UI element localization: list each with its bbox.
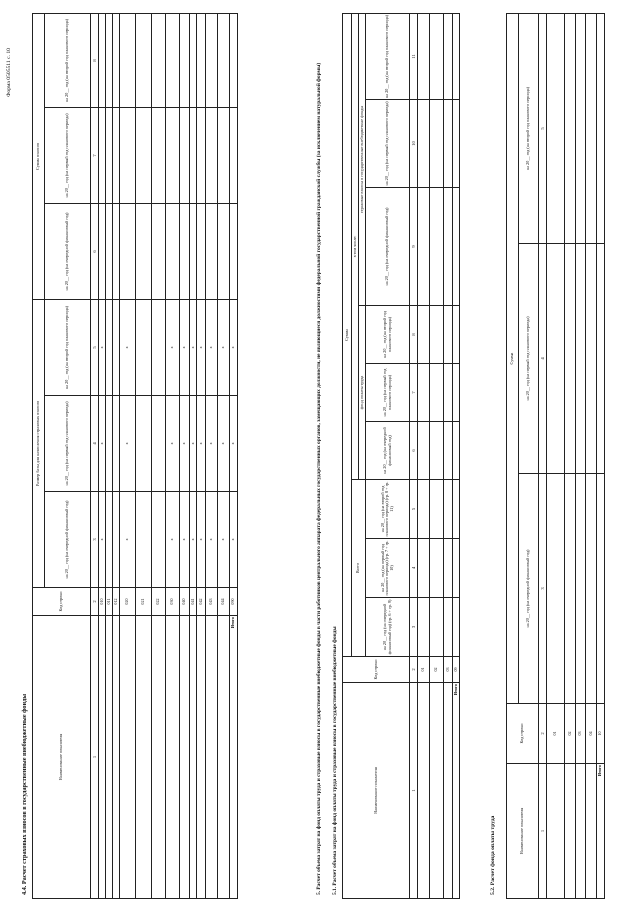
cell: x — [206, 396, 218, 492]
cell — [180, 203, 190, 299]
row-label — [565, 764, 576, 899]
cell — [113, 492, 120, 588]
cell — [218, 107, 230, 203]
row-code: 02 — [565, 704, 576, 764]
cell — [444, 306, 453, 364]
cell — [136, 299, 152, 395]
row-code: 01 — [418, 657, 430, 683]
col-index: 8 — [91, 13, 99, 107]
cell — [430, 539, 444, 598]
cell: x — [190, 396, 197, 492]
table-row — [206, 13, 218, 898]
cell — [197, 13, 206, 107]
cell: x — [206, 492, 218, 588]
cell — [547, 244, 565, 474]
cell — [99, 13, 106, 107]
col-index: 5 — [539, 14, 547, 244]
row-label — [152, 616, 166, 899]
cell — [152, 396, 166, 492]
col-header-year0: на 20__ год (на очередной финансовый год) — [366, 422, 410, 480]
cell — [106, 299, 113, 395]
cell — [444, 100, 453, 188]
table-row — [99, 13, 106, 898]
col-header-code: Код строки — [343, 657, 410, 683]
table-row — [418, 13, 430, 898]
cell — [418, 422, 430, 480]
col-header-year1: на 20__ год (на первый год планового периода) — [45, 107, 91, 203]
cell — [230, 203, 238, 299]
cell — [576, 474, 586, 704]
table-row — [106, 13, 113, 898]
cell — [576, 14, 586, 244]
table-row — [136, 13, 152, 898]
col-header-code: Код строки — [507, 704, 539, 764]
cell — [136, 13, 152, 107]
cell: x — [120, 396, 136, 492]
cell — [106, 13, 113, 107]
cell — [152, 492, 166, 588]
cell: x — [180, 492, 190, 588]
cell — [418, 598, 430, 657]
cell — [113, 107, 120, 203]
table-row — [120, 13, 136, 898]
form-id: Форма 0505511 с. 10 — [6, 48, 12, 97]
table-row — [218, 13, 230, 898]
col-header-year1-total: на 20__ год (на первый год планового периода) (гр. 7 + гр. 10) — [366, 539, 410, 598]
col-header-year1: на 20__ год (на первый год планового периода) — [45, 396, 91, 492]
cell — [120, 203, 136, 299]
col-index: 5 — [91, 299, 99, 395]
cell — [120, 107, 136, 203]
row-label — [418, 683, 430, 899]
cell — [430, 598, 444, 657]
cell: x — [218, 492, 230, 588]
cell — [197, 107, 206, 203]
cell — [218, 13, 230, 107]
cell — [565, 14, 576, 244]
cell: x — [230, 492, 238, 588]
col-header-year2: на 20__ год (на второй год планового периода) — [519, 14, 539, 244]
cell: x — [166, 396, 180, 492]
row-label — [190, 616, 197, 899]
cell: x — [206, 299, 218, 395]
cell — [136, 203, 152, 299]
cell — [113, 13, 120, 107]
cell — [99, 107, 106, 203]
row-label — [180, 616, 190, 899]
col-index: 6 — [410, 422, 418, 480]
row-label — [430, 683, 444, 899]
col-index: 11 — [410, 13, 418, 99]
col-group-fot: фонд оплаты труда — [359, 306, 366, 480]
cell — [166, 203, 180, 299]
cell — [106, 203, 113, 299]
col-index: 10 — [410, 100, 418, 188]
col-index: 1 — [410, 683, 418, 899]
col-index: 3 — [91, 492, 99, 588]
col-header-year2: на 20__ год (на второй год планового периода) — [366, 13, 410, 99]
col-index: 3 — [410, 598, 418, 657]
cell — [547, 14, 565, 244]
cell — [418, 364, 430, 422]
cell — [106, 107, 113, 203]
total-row — [453, 13, 460, 898]
col-index: 8 — [410, 306, 418, 364]
col-index: 4 — [539, 244, 547, 474]
cell: x — [190, 299, 197, 395]
col-header-year2-total: на 20__ год (на второй год планового периода) (гр. 8 + гр. 11) — [366, 480, 410, 539]
cell: x — [99, 396, 106, 492]
row-code: 03 — [444, 657, 453, 683]
col-header-year0: на 20__ год (на очередной финансовый год) — [45, 203, 91, 299]
row-code: 02 — [430, 657, 444, 683]
row-code: 030 — [166, 588, 180, 616]
col-header-year1: на 20__ год (на первый год планового периода) — [366, 364, 410, 422]
cell — [206, 13, 218, 107]
column-index-row — [410, 13, 418, 898]
row-code: 022 — [152, 588, 166, 616]
cell — [430, 364, 444, 422]
cell: x — [230, 299, 238, 395]
cell: x — [99, 299, 106, 395]
col-header-code: Код строки — [33, 588, 91, 616]
col-header-year0: на 20__ год (на очередной финансовый год) — [366, 188, 410, 306]
cell — [444, 422, 453, 480]
col-index: 1 — [91, 616, 99, 899]
section-subheading-5-1: 5.1. Расчет объема затрат на фонд оплаты труда и страховые взносы в государственные внебюджетные фонды — [332, 626, 338, 895]
cell: x — [230, 396, 238, 492]
row-label — [586, 764, 597, 899]
col-index: 2 — [410, 657, 418, 683]
row-label — [106, 616, 113, 899]
col-header-name: Наименование показателя — [507, 764, 539, 899]
cell — [206, 107, 218, 203]
cell — [430, 306, 444, 364]
col-header-year2: на 20__ год (на второй год планового периода) — [45, 299, 91, 395]
row-code: 021 — [136, 588, 152, 616]
col-header-year0: на 20__ год (на очередной финансовый год) — [519, 474, 539, 704]
cell — [152, 107, 166, 203]
cell: x — [120, 492, 136, 588]
cell — [444, 539, 453, 598]
cell — [444, 13, 453, 99]
row-code: 041 — [190, 588, 197, 616]
col-header-year2: на 20__ год (на второй год планового периода) — [45, 13, 91, 107]
col-index: 6 — [91, 203, 99, 299]
cell — [418, 13, 430, 99]
column-index-row — [91, 13, 99, 898]
cell — [430, 480, 444, 539]
cell — [113, 396, 120, 492]
cell: x — [166, 299, 180, 395]
total-label: Итого — [453, 683, 460, 899]
section-heading-5: 5. Расчет объема затрат на фонд оплаты труда и страховые взносы в государственные внебюджетные фонды в части работников центрального аппарата федеральных государственных органов, замещающих должности, не являющиеся должностями федеральной государственной гражданской службы (за исключением натуральной формы) — [316, 62, 322, 895]
cell — [190, 107, 197, 203]
row-label — [166, 616, 180, 899]
cell — [152, 203, 166, 299]
row-code: 04 — [586, 704, 597, 764]
total-row — [230, 13, 238, 898]
row-code: 044 — [218, 588, 230, 616]
cell — [430, 13, 444, 99]
table-row — [152, 13, 166, 898]
cell: x — [166, 492, 180, 588]
col-index: 2 — [91, 588, 99, 616]
row-code: 03 — [576, 704, 586, 764]
cell — [218, 203, 230, 299]
cell — [230, 13, 238, 107]
row-code: 042 — [197, 588, 206, 616]
cell: x — [180, 299, 190, 395]
row-code: 09 — [453, 657, 460, 683]
table-row — [180, 13, 190, 898]
col-index: 3 — [539, 474, 547, 704]
col-header-year2: на 20__ год (на второй год планового периода) — [366, 306, 410, 364]
total-label: Итого — [597, 764, 605, 899]
cell: x — [218, 299, 230, 395]
cell — [444, 364, 453, 422]
col-index: 9 — [410, 188, 418, 306]
table-row — [547, 14, 565, 899]
row-code: 012 — [113, 588, 120, 616]
cell: x — [120, 299, 136, 395]
col-group-contrib: Сумма взносов — [33, 13, 45, 299]
cell — [444, 188, 453, 306]
col-group-sum: Сумма — [507, 14, 519, 704]
cell — [152, 299, 166, 395]
cell — [586, 14, 597, 244]
table-row — [565, 14, 576, 899]
cell — [430, 422, 444, 480]
row-label — [120, 616, 136, 899]
table-row — [576, 14, 586, 899]
cell — [120, 13, 136, 107]
cell — [190, 13, 197, 107]
col-header-name: Наименование показателя — [33, 616, 91, 899]
cell — [106, 492, 113, 588]
cell: x — [197, 396, 206, 492]
row-code: 01 — [547, 704, 565, 764]
table-5-1 — [342, 13, 460, 899]
col-index: 4 — [410, 539, 418, 598]
total-row — [597, 14, 605, 899]
cell: x — [99, 492, 106, 588]
cell — [152, 13, 166, 107]
table-row — [586, 14, 597, 899]
col-index: 7 — [91, 107, 99, 203]
col-index: 4 — [91, 396, 99, 492]
cell — [418, 188, 430, 306]
cell — [586, 474, 597, 704]
cell — [444, 598, 453, 657]
table-row — [444, 13, 453, 898]
col-group-total: Всего — [352, 480, 366, 657]
row-code: 011 — [106, 588, 113, 616]
cell — [547, 474, 565, 704]
col-header-year1: на 20__ год (на первый год планового периода) — [519, 244, 539, 474]
cell — [418, 539, 430, 598]
table-row — [197, 13, 206, 898]
cell — [180, 107, 190, 203]
table-4-4 — [32, 13, 238, 899]
col-group-incl: в том числе: — [352, 13, 359, 479]
column-index-row — [539, 14, 547, 899]
row-label — [206, 616, 218, 899]
cell: x — [190, 492, 197, 588]
cell — [206, 203, 218, 299]
cell — [418, 306, 430, 364]
cell — [586, 244, 597, 474]
row-label — [136, 616, 152, 899]
col-header-name: Наименование показателя — [343, 683, 410, 899]
total-label: Итого — [230, 616, 238, 899]
section-title-4-4: 4.4. Расчет страховых взносов в государственные внебюджетные фонды — [21, 693, 28, 895]
cell — [576, 244, 586, 474]
cell — [180, 13, 190, 107]
cell: x — [197, 299, 206, 395]
cell — [166, 13, 180, 107]
cell — [418, 100, 430, 188]
col-group-sum: Сумма — [343, 13, 352, 656]
row-code: 043 — [206, 588, 218, 616]
cell — [430, 188, 444, 306]
col-index: 1 — [539, 764, 547, 899]
cell — [113, 299, 120, 395]
row-code: 040 — [180, 588, 190, 616]
row-label — [218, 616, 230, 899]
cell — [136, 107, 152, 203]
cell — [99, 203, 106, 299]
table-row — [430, 13, 444, 898]
cell — [136, 396, 152, 492]
cell — [430, 100, 444, 188]
cell — [190, 203, 197, 299]
table-row — [166, 13, 180, 898]
row-code: 090 — [230, 588, 238, 616]
col-index: 5 — [410, 480, 418, 539]
col-header-year0: на 20__ год (на очередной финансовый год) — [45, 492, 91, 588]
cell — [197, 203, 206, 299]
table-row — [113, 13, 120, 898]
row-label — [576, 764, 586, 899]
col-group-ins: страховые взносы в государственные внебюджетные фонды — [359, 13, 366, 305]
row-code: 10 — [597, 704, 605, 764]
cell — [230, 107, 238, 203]
cell — [418, 480, 430, 539]
cell — [166, 107, 180, 203]
col-header-year1: на 20__ год (на первый год планового периода) — [366, 100, 410, 188]
section-title-5-2: 5.2. Расчет фонда оплаты труда — [490, 815, 496, 895]
cell — [106, 396, 113, 492]
cell — [565, 244, 576, 474]
col-index: 2 — [539, 704, 547, 764]
row-code: 020 — [120, 588, 136, 616]
cell: x — [218, 396, 230, 492]
table-row — [190, 13, 197, 898]
table-5-2 — [506, 13, 605, 899]
cell — [444, 480, 453, 539]
col-header-year0-total: на 20__ год (на очередной финансовый год) (гр. 6 + гр. 9) — [366, 598, 410, 657]
row-label — [113, 616, 120, 899]
cell: x — [197, 492, 206, 588]
cell — [136, 492, 152, 588]
cell — [113, 203, 120, 299]
row-label — [444, 683, 453, 899]
row-label — [547, 764, 565, 899]
cell — [565, 474, 576, 704]
col-index: 7 — [410, 364, 418, 422]
col-group-base: Размер базы для начисления страховых взносов — [33, 299, 45, 587]
row-code: 010 — [99, 588, 106, 616]
row-label — [99, 616, 106, 899]
row-label — [197, 616, 206, 899]
cell: x — [180, 396, 190, 492]
